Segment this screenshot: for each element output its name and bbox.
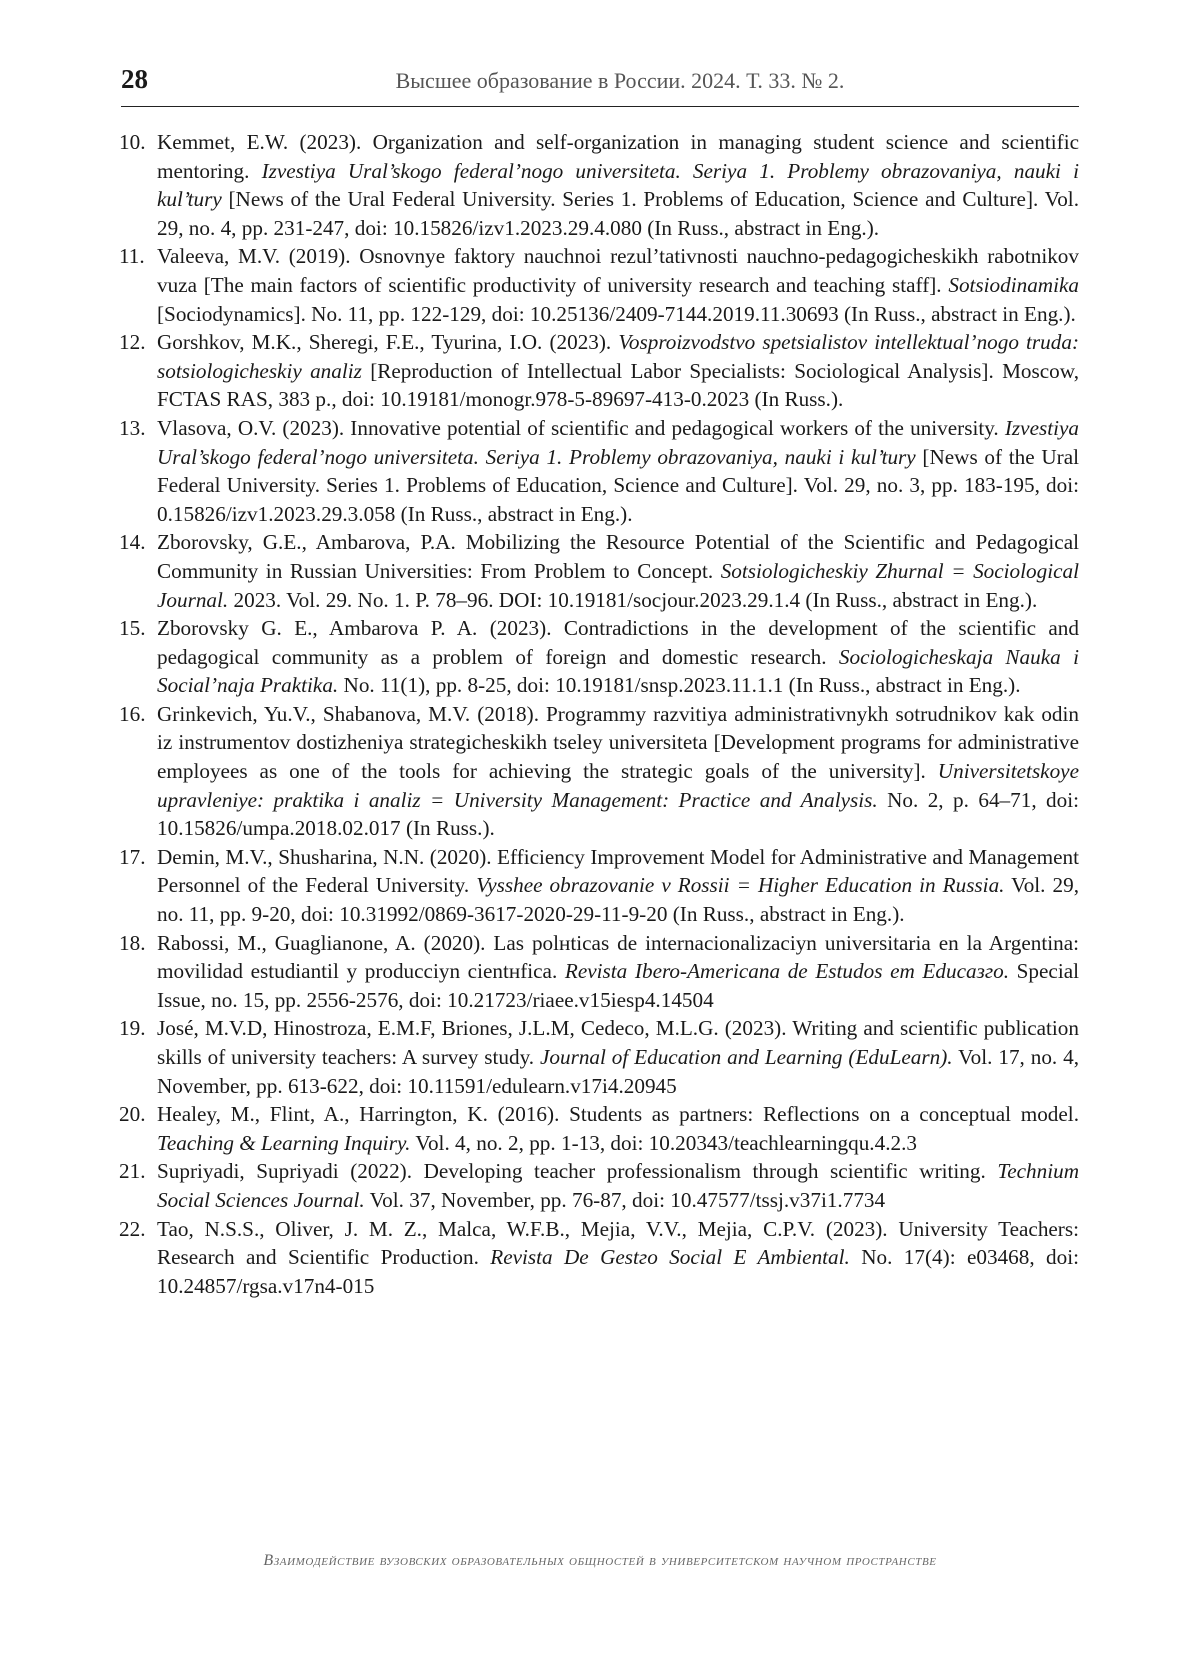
reference-list xyxy=(121,128,1079,1300)
reference-text: Vol. 17, no. 4, November, pp. 613-622, doi: 10.11591/edulearn.v17i4.20945 xyxy=(157,1045,1080,1098)
reference-source-title: Universitetskoye upravleniye: praktika i analiz = University Management: Practice and Analysis. xyxy=(157,759,1079,812)
reference-text: Rabossi, M., Guaglianone, A. (2020). Las polнticas de internacionalizaciуn universitaria en la Argentina: movilidad estudiantil y producciуn cientнfica. xyxy=(157,930,1079,984)
page-header xyxy=(121,60,1079,107)
reference-text: Gorshkov, M.K., Sheregi, F.E., Tyurina, I.O. (2023). xyxy=(157,330,619,355)
reference-text: Vol. 37, November, pp. 76-87, doi: 10.47577/tssj.v37i1.7734 xyxy=(364,1187,886,1212)
reference-text: Vol. 29, no. 11, pp. 9-20, doi: 10.31992/0869-3617-2020-29-11-9-20 (In Russ., abstract in Eng.). xyxy=(157,873,1079,927)
reference-number: 22. xyxy=(119,1216,146,1241)
reference-number: 13. xyxy=(119,415,146,440)
reference-number: 20. xyxy=(119,1102,146,1127)
reference-text: [News of the Ural Federal University. Series 1. Problems of Education, Science and Culture]. Vol. 29, no. 3, pp. 183-195, doi: 0.15826/izv1.2023.29.3.058 (In Russ., abstract in Eng.). xyxy=(157,444,1079,526)
reference-item xyxy=(121,414,1079,528)
reference-text: Supriyadi, Supriyadi (2022). Developing teacher professionalism through scientific writing. xyxy=(157,1159,998,1184)
reference-item xyxy=(121,528,1079,614)
reference-source-title: Revista Ibero-Americana de Estudos em Educaзгo. xyxy=(564,959,1009,984)
reference-number: 18. xyxy=(119,930,146,955)
reference-source-title: Izvestiya Ural’skogo federal’nogo universiteta. Seriya 1. Problemy obrazovaniya, nauki i kul’tury xyxy=(157,415,1079,469)
reference-text: Tao, N.S.S., Oliver, J. M. Z., Malca, W.F.B., Mejia, V.V., Mejia, C.P.V. (2023). University Teachers: Research and Scientific Production. xyxy=(157,1216,1079,1270)
reference-source-title: Vysshee obrazovanie v Rossii = Higher Education in Russia. xyxy=(476,873,1005,898)
reference-text: No. 2, p. 64–71, doi: 10.15826/umpa.2018.02.017 (In Russ.). xyxy=(157,787,1079,841)
reference-item xyxy=(121,242,1079,328)
reference-source-title: Revista De Gestгo Social E Ambiental. xyxy=(490,1245,850,1270)
reference-item xyxy=(121,1157,1079,1214)
reference-number: 11. xyxy=(119,244,145,269)
reference-text: [News of the Ural Federal University. Series 1. Problems of Education, Science and Culture]. Vol. 29, no. 4, pp. 231-247, doi: 10.15826/izv1.2023.29.4.080 (In Russ., abstract in Eng.). xyxy=(157,187,1079,240)
page-number: 28 xyxy=(121,64,148,94)
reference-number: 14. xyxy=(119,530,146,555)
reference-number: 16. xyxy=(119,701,146,726)
reference-text: [Sociodynamics]. No. 11, pp. 122-129, doi: 10.25136/2409-7144.2019.11.30693 (In Russ., abstract in Eng.). xyxy=(157,301,1076,326)
reference-item xyxy=(121,929,1079,1015)
reference-text: Special Issue, no. 15, pp. 2556-2576, doi: 10.21723/riaee.v15iesp4.14504 xyxy=(157,959,1080,1012)
reference-number: 19. xyxy=(119,1016,146,1041)
reference-item xyxy=(121,128,1079,242)
reference-text: José, M.V.D, Hinostroza, E.M.F, Briones, J.L.M, Cedeco, M.L.G. (2023). Writing and scientific publication skills of university teachers: A survey study. xyxy=(157,1016,1079,1069)
reference-text: Zborovsky, G.E., Ambarova, P.A. Mobilizing the Resource Potential of the Scientific and Pedagogical Community in Russian Universities: From Problem to Concept. xyxy=(157,530,1079,583)
reference-text: Grinkevich, Yu.V., Shabanova, M.V. (2018). Programmy razvitiya administrativnykh sotrudnikov kak odin iz instrumentov dostizheniya strategicheskikh tseley universiteta [Development programs for administrative employees as one of the tools for achieving the strategic goals of the university]. xyxy=(157,701,1079,784)
journal-title: Высшее образование в России. 2024. Т. 33. № 2. xyxy=(395,68,845,93)
reference-source-title: Journal of Education and Learning (EduLearn). xyxy=(539,1045,953,1069)
reference-source-title: Sotsiologicheskiy Zhurnal = Sociological Journal. xyxy=(157,558,1079,612)
reference-number: 15. xyxy=(119,616,146,641)
reference-text: No. 17(4): e03468, doi: 10.24857/rgsa.v17n4-015 xyxy=(157,1245,1079,1298)
reference-text: Healey, M., Flint, A., Harrington, K. (2016). Students as partners: Reflections on a conceptual model. xyxy=(157,1102,1079,1127)
reference-text: [Reproduction of Intellectual Labor Specialists: Sociological Analysis]. Moscow, FCTAS RAS, 383 p., doi: 10.19181/monogr.978-5-89697-413-0.2023 (In Russ.). xyxy=(157,358,1079,412)
reference-item xyxy=(121,614,1079,700)
reference-number: 12. xyxy=(119,330,146,355)
reference-number: 21. xyxy=(119,1159,146,1184)
reference-item xyxy=(121,1215,1079,1301)
reference-source-title: Teaching & Learning Inquiry. xyxy=(157,1130,411,1155)
running-footer-title: Взаимодействие вузовских образовательных общностей в университетском научном пространстве xyxy=(263,1552,937,1569)
reference-text: Vlasova, O.V. (2023). Innovative potential of scientific and pedagogical workers of the university. xyxy=(157,415,1005,440)
reference-text: No. 11(1), pp. 8-25, doi: 10.19181/snsp.2023.11.1.1 (In Russ., abstract in Eng.). xyxy=(338,673,1021,698)
reference-source-title: Sotsiodinamika xyxy=(948,272,1079,297)
reference-item xyxy=(121,700,1079,843)
reference-number: 17. xyxy=(119,844,146,869)
reference-text: 2023. Vol. 29. No. 1. P. 78–96. DOI: 10.19181/socjour.2023.29.1.4 (In Russ., abstract in Eng.). xyxy=(228,587,1038,612)
reference-source-title: Sociologicheskaja Nauka i Social’naja Praktika. xyxy=(157,644,1079,698)
reference-source-title: Technium Social Sciences Journal. xyxy=(157,1159,1079,1212)
reference-item xyxy=(121,843,1079,929)
reference-text: Kemmet, E.W. (2023). Organization and self-organization in managing student science and scientific mentoring. xyxy=(157,130,1079,183)
reference-item xyxy=(121,1014,1079,1100)
reference-text: Valeeva, M.V. (2019). Osnovnye faktory nauchnoi rezul’tativnosti nauchno-pedagogicheskikh rabotnikov vuza [The main factors of scientific productivity of university research and teaching staff]. xyxy=(157,244,1079,297)
reference-source-title: Vosproizvodstvo spetsialistov intellektual’nogo truda: sotsiologicheskiy analiz xyxy=(157,330,1079,383)
reference-item xyxy=(121,1100,1079,1157)
reference-number: 10. xyxy=(119,130,146,154)
reference-item xyxy=(121,328,1079,414)
reference-text: Demin, M.V., Shusharina, N.N. (2020). Efficiency Improvement Model for Administrative and Management Personnel of the Federal University. xyxy=(157,844,1079,898)
reference-source-title: Izvestiya Ural’skogo federal’nogo universiteta. Seriya 1. Problemy obrazovaniya, nauki i kul’tury xyxy=(157,158,1079,212)
reference-text: Zborovsky G. E., Ambarova P. A. (2023). Contradictions in the development of the scientific and pedagogical community as a problem of foreign and domestic research. xyxy=(157,616,1079,669)
reference-text: Vol. 4, no. 2, pp. 1-13, doi: 10.20343/teachlearningqu.4.2.3 xyxy=(410,1130,917,1155)
